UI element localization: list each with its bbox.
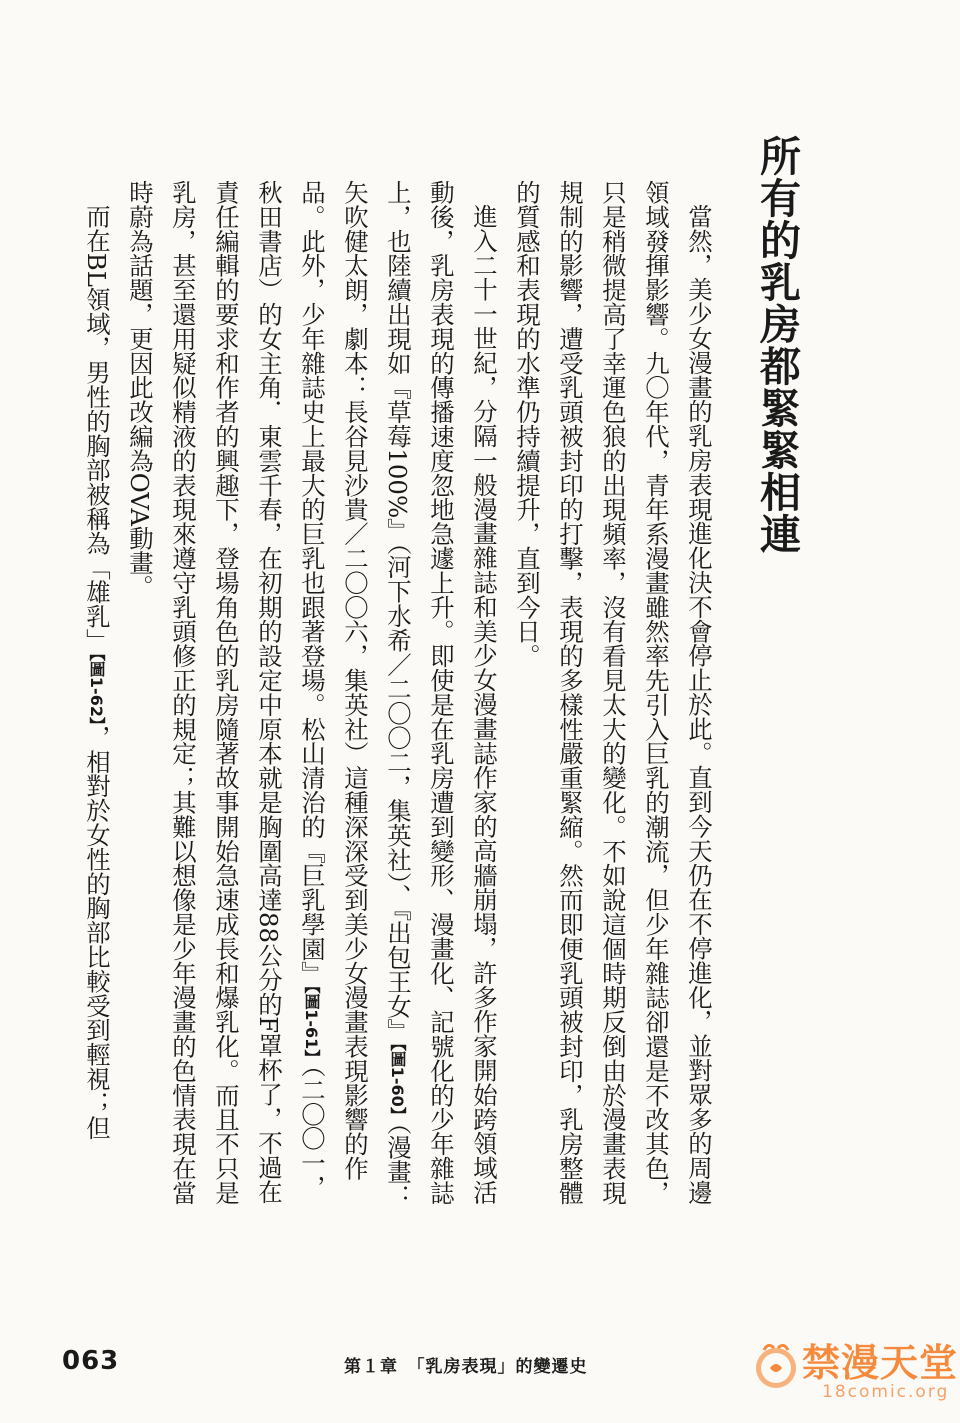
paragraph [75,180,118,1220]
paragraph-text: （二〇〇一，秋田書店）的女主角．東雲千春，在初期的設定中原本就是胸圍高達88公分的F罩杯了，不過在責任編輯的要求和作者的興趣下，登場角色的乳房隨著故事開始急速成長和爆乳化。而且不只是乳房，甚至還用疑似精液的表現來遵守乳頭修正的規定；其難以想像是少年漫畫的色情表現在當時蔚為話題，更因此改編為OVA動畫。 [125,180,326,1205]
watermark-name: 禁漫天堂 [802,1341,959,1385]
paragraph-text: ，相對於女性的胸部比較受到輕視；但 [82,725,111,1141]
paragraph-text: （漫畫：矢吹健太朗，劇本：長谷見沙貴／二〇〇六，集英社）這種深深受到美少女漫畫表現影響的作品。此外，少年雜誌史上最大的巨乳也跟著登場。松山清治的『巨乳學園』 [297,180,412,1209]
figure-reference: 【圖1-60】 [388,1042,407,1123]
body-text [82,180,720,1220]
paragraph: 當然，美少女漫畫的乳房表現進化決不會停止於此。直到今天仍在不停進化，並對眾多的周邊領域發揮影響。九〇年代，青年系漫畫雖然率先引入巨乳的潮流，但少年雜誌卻還是不改其色，只是稍微提高了幸運色狼的出現頻率，沒有看見太大的變化。不如說這個時期反倒由於漫畫表現規制的影響，遭受乳頭被封印的打擊，表現的多樣性嚴重緊縮。然而即便乳頭被封印，乳房整體的質感和表現的水準仍持續提升，直到今日。 [512,180,713,1205]
figure-reference: 【圖1-62】 [87,653,106,726]
figure-reference: 【圖1-61】 [302,985,321,1066]
watermark-url: 18comic.org [822,1382,950,1402]
paragraph [118,180,505,1220]
watermark-logo [742,1330,959,1418]
section-heading: 所有的乳房都緊緊相連 [753,135,801,555]
mascot-icon [750,1340,802,1392]
paragraph-text: 進入二十一世紀，分隔一般漫畫雜誌和美少女漫畫誌作家的高牆崩塌，許多作家開始跨領域活動後，乳房表現的傳播速度忽地急遽上升。即使是在乳房遭到變形、漫畫化、記號化的少年雜誌上，也陸續出現如『草莓100%』（河下水希／二〇〇二，集英社）、『出包王女』 [383,180,498,1205]
paragraph-text: 而在BL領域，男性的胸部被稱為「雄乳」 [82,204,111,654]
page-number: 063 [62,1346,120,1376]
running-head: 第１章 「乳房表現」的變遷史 [344,1357,588,1377]
